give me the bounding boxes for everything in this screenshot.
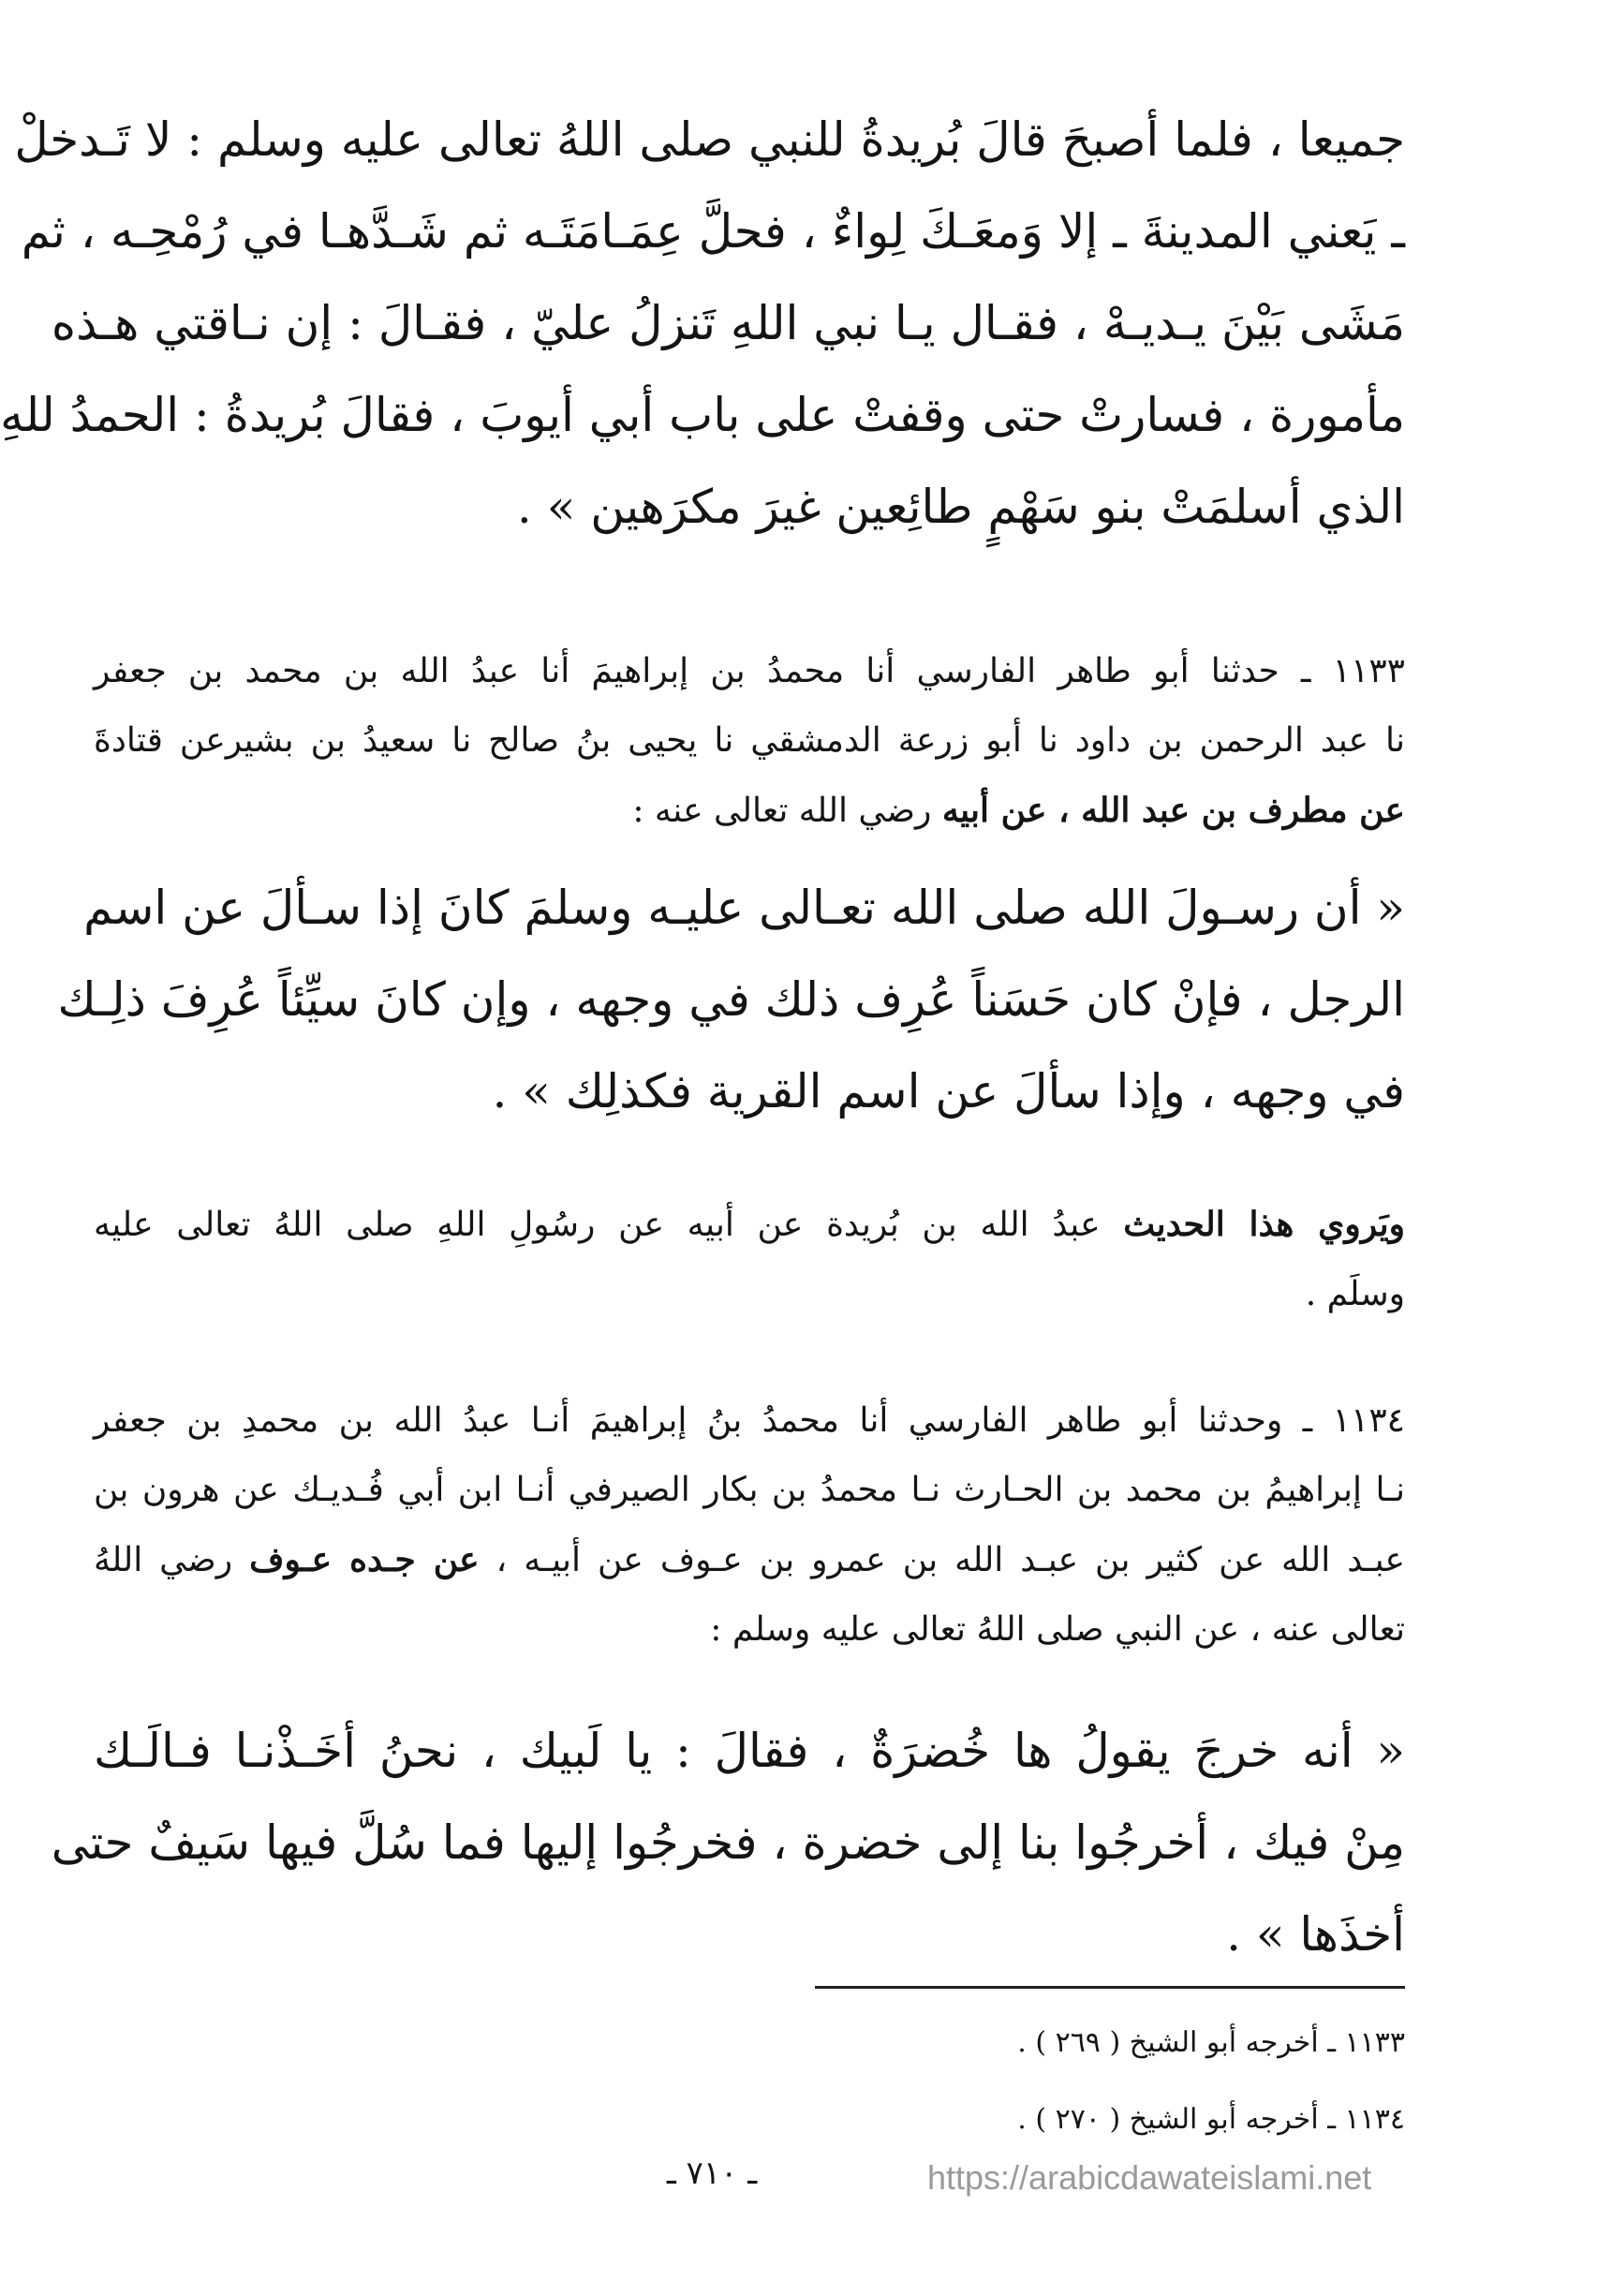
text-line: في وجهه ، وإذا سألَ عن اسم القرية فكذلِك » . (492, 1064, 1405, 1118)
text-line: مأمورة ، فسارتْ حتى وقفتْ على باب أبي أيوبَ ، فقالَ بُريدةُ : الحمدُ للهِ (0, 388, 1405, 442)
hadith-text-1133 (57, 862, 1405, 1137)
isnad-1134 (94, 1386, 1405, 1665)
text-line: « أنه خرجَ يقولُ ها خُضرَةٌ ، فقالَ : يا لَبيك ، نحنُ أخَـذْنـا فـالَـك (94, 1724, 1405, 1778)
text-line (94, 776, 1405, 846)
footnote: ١١٣٣ ـ أخرجه أبو الشيخ ( ٢٦٩ ) . (1017, 2026, 1405, 2059)
hadith-text-1134 (51, 1705, 1405, 1980)
text-line (94, 1525, 1405, 1595)
text-line: الرجل ، فإنْ كان حَسَناً عُرِف ذلك في وجهه ، وإن كانَ سيِّئاً عُرِفَ ذلِـك (57, 972, 1405, 1027)
text-fragment: عبدُ الله بن بُريدة عن أبيه عن رسُولِ اللهِ صلى اللهُ تعالى عليه (94, 1206, 1101, 1244)
text-line: تعالى عنه ، عن النبي صلى اللهُ تعالى عليه وسلم : (710, 1610, 1405, 1649)
text-line: جميعا ، فلما أصبحَ قالَ بُريدةُ للنبي صلى اللهُ تعالى عليه وسلم : لا تَـدخلْ (14, 112, 1405, 167)
bold-chain-text: عن جـده عـوف (249, 1540, 480, 1579)
paragraph-narration-end (0, 94, 1405, 553)
text-line: وسلَم . (1305, 1275, 1405, 1313)
footnote: ١١٣٤ ـ أخرجه أبو الشيخ ( ٢٧٠ ) . (1017, 2103, 1405, 2136)
page-number: ـ ٧١٠ ـ (666, 2155, 758, 2192)
text-line: أخذَها » . (1226, 1907, 1405, 1962)
text-line: « أن رسـولَ الله صلى الله تعـالى عليـه وسلمَ كانَ إذا سـألَ عن اسم (83, 881, 1405, 935)
page (0, 94, 1405, 2248)
footnote-separator (815, 1986, 1405, 1989)
text-line: نا عبد الرحمن بن داود نا أبو زرعة الدمشقي نا يحيى بنُ صالح نا سعيدُ بن بشيرعن قتادةَ (94, 721, 1405, 760)
text-line: نـا إبراهيمُ بن محمد بن الحـارث نـا محمدُ بن بكار الصيرفي أنـا ابن أبي فُـديـك عن هرون بن (94, 1471, 1405, 1509)
text-fragment: عبـد الله عن كثير بن عبـد الله بن عمرو بن عـوف عن أبيـه ، (495, 1541, 1405, 1579)
footnotes (94, 2005, 1405, 2158)
text-line (94, 1190, 1405, 1260)
text-line: مَشَى بَيْنَ يـديـهْ ، فقـال يـا نبي اللهِ تَنزلُ عليّ ، فقـالَ : إن نـاقتي هـذه (51, 296, 1405, 350)
bold-chain-text: عن مطرف بن عبد الله ، عن أبيه (941, 791, 1405, 830)
text-line: ـ يَعني المدينةَ ـ إلا وَمعَـكَ لِواءٌ ، فحلَّ عِمَـامَتَـه ثم شَـدَّهـا في رُمْحِـه ، ثم (21, 204, 1405, 259)
text-fragment: رضي الله تعالى عنه : (632, 792, 932, 830)
text-fragment: رضي اللهُ (94, 1541, 233, 1579)
note-paragraph (94, 1190, 1405, 1329)
text-line: مِنْ فيك ، أخرجُوا بنا إلى خضرة ، فخرجُوا إليها فما سُلَّ فيها سَيفٌ حتى (51, 1815, 1405, 1870)
text-line: الذي أسلمَتْ بنو سَهْمٍ طائِعين غيرَ مكرَهين » . (516, 480, 1405, 534)
watermark-url: https://arabicdawateislami.net (927, 2158, 1372, 2197)
text-line: ١١٣٣ ـ حدثنا أبو طاهر الفارسي أنا محمدُ بن إبراهيمَ أنا عبدُ الله بن محمد بن جعفر (94, 652, 1405, 690)
text-line: ١١٣٤ ـ وحدثنا أبو طاهر الفارسي أنا محمدُ بنُ إبراهيمَ أنـا عبدُ الله بن محمدِ بن جعفر (94, 1401, 1405, 1440)
bold-heading-text: ويَروي هذا الحديث (1123, 1205, 1405, 1244)
isnad-1133 (94, 637, 1405, 846)
